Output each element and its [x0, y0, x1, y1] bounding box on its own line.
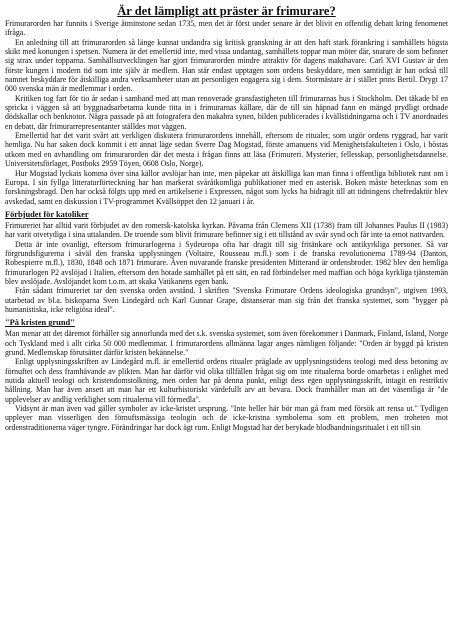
paragraph: En anledning till att frimurarorden så länge kunnat undandra sig kritisk granskning är att den haft stark förankring i samhällets högsta skikt med konungen i spetsen. Numera är det emellertid inte, med vissa undantag, samhällets toppar man möter där, snarare de som befinner sig strax under topparna. Samhällsutvecklingen har gjort frimurarorden mindre attraktiv för dagens makthavare. Carl XVI Gustav är den förste kungen i modern tid som inte själv är medlem. Han står endast upptagen som ordens beskyddare, men samtidigt är han också till namnet beskyddare för åtskilliga andra verksamheter utan att personligen engagera sig i dem. Stormästare är i stället prins Bertil. Drygt 17 000 svenska män är medlemmar i orden.	[5, 37, 448, 94]
document-title: Är det lämpligt att präster är frimurare?	[117, 4, 336, 18]
paragraph: Emellertid har det varit svårt att verkligen diskutera frimurarordens innehåll, eftersom de ritualer, som utgör ordens ryggrad, har varit hemliga. Nu har saken dock kommit i ett annat läge sedan Sverre Dag Mogstad, förste amanuens vid Menighetsfakulteten i Oslo, i höstas utkom med en avhandling om frimurarorden där det mesta i frågan finns att läsa (Frimureri. Mysterier, fellesskap, personlighetsdannelse. Universitetsförlaget, Postboks 2959 Töyen, 0608 Oslo, Norge).	[5, 131, 448, 169]
paragraph: Frimureriet har alltid varit förbjudet av den romersk-katolska kyrkan. Påvarna från Clemens XII (1738) fram till Johannes Paulus II (1983) har varit otvetydiga i sina uttalanden. De troende som blivit frimurare befinner sig i ett tillstånd av svår synd och får inte ta emot nattvarden.	[5, 220, 448, 240]
paragraph: Vidsynt är man även vad gäller symboler av icke-kristet ursprung. "Inte heller här bör man gå fram med försök att rensa ut." Tydligen uppleyer man visserligen den förnuftsmässiga teologin och de icke-kristna symbolerna som ett problem, men troheten mot ordenstraditionerna väger tyngre. Förändringar har dock ägt rum. Enligt Mogstad har det berykade blodbandningsritualet i ett till sin	[5, 404, 448, 432]
section-catholics	[5, 210, 448, 314]
section-intro	[5, 19, 448, 206]
paragraph: Hur Mogstad lyckats komma över sina källor avslöjar han inte, men påpekar att åtskilliga kan man finna i offentliga bibliotek runt om i Europa. I sin fyllga litteraturförteckning har han markerat svåråtkomliga publikationer med en asterisk. Boken måste betecknas som en forskningsbragd. Den har också fölgts upp med en artikelserie i Expressen, något som lycks ha bidragit till att tidningens chefredaktör blev avskedad, samt en diskussion i TV-programmet Kvällsöppet den 12 januari i år.	[5, 168, 448, 206]
paragraph: Enligt upplysningsskriften av Lindegård m.fl. är emellertid ordens ritualer präglade av upplysningstidens teologi med dess betoning av förnuftet och dess framhävande av plikten. Man har därför vid olika tillfällen frågat sig om inte ritualerna borde omarbetas i enlighet med nutida aktuell teologi och kristendomstolkning, men orden har på denna punkt, enligt dess egen upplysningsskrift, intagit en restriktiv hållning. Man har även ansett att man har ett kulturhistoriskt värdefullt arv att bevara. Dock framhåller man att det väsentliga är "de upplevelser av andlig verklighet som ritualerna vill förmedla".	[5, 357, 448, 404]
paragraph: Från sådant frimureriet tar den svenska orden avstånd. I skriften "Svenska Frimurare Ordens ideologiska grundsyn", utgiven 1993, utarbetad av bl.a. biskoparna Sven Lindegård och Karl Gunnar Grape, distanserar man sig från det franska systemet, som "bygger på humanistiska, icke religiösa ideal".	[5, 286, 448, 314]
section-heading: "På kristen grund"	[5, 318, 75, 328]
paragraph: Man menar att det däremot förhåller sig annorlunda med det s.k. svenska systemet, som även förekommer i Danmark, Finland, Island, Norge och Tyskland med i allt cirka 50 000 medlemmar. I frimurarordens allmänna lagar anges nämligen följande: "Orden är byggd på kristen grund. Medlemskap förutsätter därför kristen bekännelse."	[5, 329, 448, 357]
paragraph: Kritiken tog fart för tio år sedan i samband med att man renoverade gransfastigheten till frimurarnas hus i Stockholm. Det täkade bl en spricka i väggen så att byggnadsarbetarna kunde titta in i frimurarnas källare, där de till sin häpnad fann en mängd prydligt ordnade dödskallar och benknotor. Några passade på att fotografera den makabra synen, bilden publicerades i kvällstidningarna och i TV anordnades en debatt, där frimurarrepresentanter ställdes mot väggen.	[5, 93, 448, 131]
paragraph: Detta är inte ovanligt, eftersom frimurarlogerna i Sydeuropa ofta har dragit till sig fritänkare och antikyrkliga personer. Så var förgrundsfigurerna i såväl den franska upplysningen (Voltaire, Rousseau m.fl.) som i de franska revolutionerna 1789-94 (Danton, Robespierre m.fl.), 1830, 1848 och 1871 frimurare. Även nuvarande franske presidenten Mitterand är ordensbroder. 1982 blev den hemliga frimurarlogen P2 avslöjad i Italien, eftersom den hotade samhället på ett sätt, en rad förbindelser med maffian och höga kyrkliga tjänstemän blev avslöjade. Avslöjandet kom t.o.m. att skaka Vatikanens egen bank.	[5, 239, 448, 286]
section-christian-ground	[5, 318, 448, 432]
section-heading: Förbjudet för katoliker	[5, 209, 89, 219]
paragraph: Frimurarorden har funnits i Sverige åtminstone sedan 1735, men det är först under senare år det blivit en offentlig debatt kring fenomenet ifråga.	[5, 19, 448, 38]
